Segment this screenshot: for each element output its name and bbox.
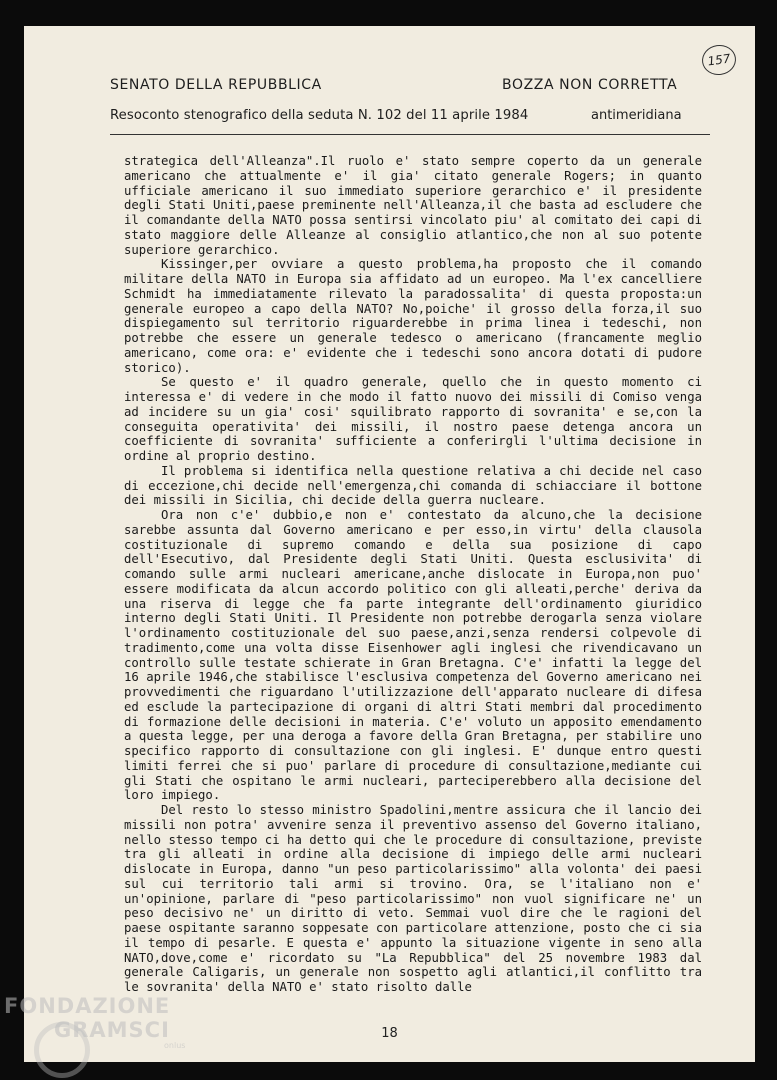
session-label: antimeridiana: [591, 108, 682, 123]
header-divider: [110, 134, 710, 135]
paragraph: strategica dell'Alleanza".Il ruolo e' stato sempre coperto da un generale americano che attualmente e' il gia' citato generale Rogers; in quanto ufficiale americano il suo immediato superiore gerarchico e' il presidente degli Stati Uniti,paese preminente nell'Alleanza,il che basta ad escludere che il comandante della NATO possa sentirsi vincolato piu' al comitato dei capi di stato maggiore delle Alleanze al consiglio atlantico,che non al suo potente superiore gerarchico.: [124, 154, 702, 257]
archive-stamp: 157: [700, 43, 738, 77]
watermark-line: onlus: [164, 1041, 186, 1050]
paragraph: Kissinger,per ovviare a questo problema,ha proposto che il comando militare della NATO in Europa sia affidato ad un europeo. Ma l'ex cancelliere Schmidt ha immediatamente rilevato la paradossalita' di questa proposta:un generale europeo a capo della NATO? No,poiche' il grosso della forza,il suo dispiegamento sul territorio riguarderebbe in prima linea i tedeschi, non potrebbe che essere un generale tedesco o americano (francamente meglio americano, come ora: e' evidente che i tedeschi sono ancora dotati di pudore storico).: [124, 257, 702, 375]
page-number: 18: [381, 1026, 398, 1041]
report-title: Resoconto stenografico della seduta N. 102 del 11 aprile 1984: [110, 108, 529, 123]
document-page: [24, 26, 755, 1062]
paragraph: Il problema si identifica nella questione relativa a chi decide nel caso di eccezione,chi decide nell'emergenza,chi comanda di schiacciare il bottone dei missili in Sicilia, chi decide della guerra nucleare.: [124, 463, 702, 508]
paragraph: Se questo e' il quadro generale, quello che in questo momento ci interessa e' di vedere in che modo il fatto nuovo dei missili di Comiso venga ad incidere su un gia' cosi' squilibrato rapporto di sovranita' e se,con la conseguita operativita' dei missili, il nostro paese detenga ancora un coefficiente di sovranita' sufficiente a conferirgli l'ultima decisione in ordine al proprio destino.: [124, 375, 702, 463]
senate-heading: SENATO DELLA REPUBBLICA: [110, 77, 322, 93]
watermark-line: FONDAZIONE: [4, 994, 171, 1018]
draft-label: BOZZA NON CORRETTA: [502, 77, 678, 93]
paragraph: Del resto lo stesso ministro Spadolini,mentre assicura che il lancio dei missili non potra' avvenire senza il preventivo assenso del Governo italiano, nello stesso tempo ci ha detto qui che le procedure di consultazione, previste tra gli alleati in ordine alla decisione di impiego delle armi nucleari dislocate in Europa, danno "un peso particolarissimo" alla volonta' dei paesi sul cui territorio tali armi si trovino. Ora, se l'italiano non e' un'opinione, parlare di "peso particolarissimo" non vuol significare ne' un peso decisivo ne' un diritto di veto. Semmai vuol dire che le ragioni del paese ospitante saranno soppesate con particolare attenzione, posto che ci sia il tempo di pesarle. E questa e' appunto la situazione vigente in seno alla NATO,dove,come e' ricordato su "La Repubblica" del 25 novembre 1983 dal generale Caligaris, un generale non sospetto agli atlantici,il conflitto tra le sovranita' della NATO e' stato risolto dalle: [124, 803, 702, 994]
watermark-line: GRAMSCI: [54, 1018, 170, 1042]
paragraph: Ora non c'e' dubbio,e non e' contestato da alcuno,che la decisione sarebbe assunta dal Governo americano e per esso,in virtu' della clausola costituzionale di supremo comando e della sua posizione di capo dell'Esecutivo, dal Presidente degli Stati Uniti. Questa esclusivita' di comando sulle armi nucleari americane,anche dislocate in Europa,non puo' essere modificata da alcun accordo politico con gli alleati,perche' deriva da una riserva di legge che fa parte integrante dell'ordinamento giuridico interno degli Stati Uniti. Il Presidente non potrebbe derogarla senza violare l'ordinamento costituzionale del suo paese,anzi,senza rendersi colpevole di tradimento,come una volta disse Eisenhower agli inglesi che rivendicavano un controllo sulle testate schierate in Gran Bretagna. C'e' infatti la legge del 16 aprile 1946,che stabilisce l'esclusiva competenza del Governo americano nei provvedimenti che riguardano l'utilizzazione dell'apparato nucleare di difesa ed esclude la partecipazione di organi di altri Stati membri dal procedimento di formazione delle decisioni in materia. C'e' voluto un apposito emendamento a questa legge, per una deroga a favore della Gran Bretagna, per stabilire uno specifico rapporto di consultazione con gli inglesi. E' dunque entro questi limiti ferrei che si puo' parlare di procedure di consultazione,mediante cui gli Stati che ospitano le armi nucleari, parteciperebbero alla decisione del loro impiego.: [124, 508, 702, 803]
transcript-body: [124, 154, 702, 995]
